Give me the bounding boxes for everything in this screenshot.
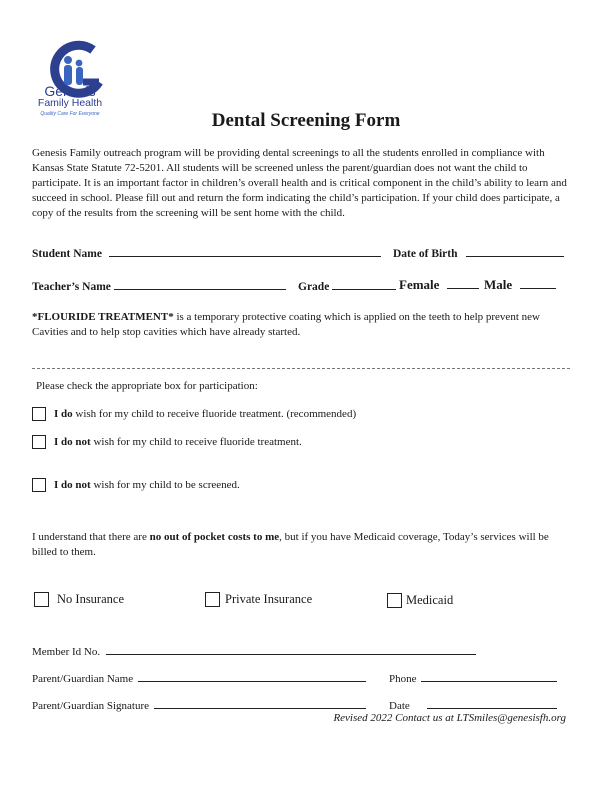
- guardian-signature-row: [32, 697, 366, 712]
- date-row: [389, 697, 557, 712]
- option-yes-text: wish for my child to receive fluoride treatment. (recommended): [72, 408, 357, 420]
- teacher-name-label: Teacher’s Name: [32, 281, 111, 293]
- fluoride-yes-checkbox[interactable]: [32, 407, 46, 421]
- logo-subtitle: Family Health: [37, 97, 103, 109]
- medicaid-label: Medicaid: [406, 593, 454, 607]
- dob-label: Date of Birth: [393, 248, 458, 260]
- fluoride-no-checkbox[interactable]: [32, 435, 46, 449]
- fluoride-text: is a temporary protective coating which is applied on the teeth to help prevent new Cavities and to help stop cavities which have already started.: [32, 311, 540, 338]
- option-fluoride-yes: [32, 407, 356, 421]
- section-divider: [32, 368, 570, 369]
- female-field[interactable]: [447, 277, 479, 289]
- medicaid-checkbox[interactable]: [387, 593, 402, 608]
- option-screen-text: wish for my child to be screened.: [90, 479, 240, 491]
- option-fluoride-no: [32, 435, 302, 449]
- private-insurance-label: Private Insurance: [225, 592, 313, 606]
- phone-row: [389, 670, 557, 685]
- guardian-name-field[interactable]: [138, 670, 366, 682]
- grade-row: [298, 278, 396, 293]
- cost-notice-before: I understand that there are: [32, 531, 150, 543]
- female-row: [399, 277, 479, 293]
- male-label: Male: [484, 277, 513, 292]
- grade-field[interactable]: [332, 278, 396, 290]
- student-name-row: [32, 245, 381, 260]
- option-no-bold: I do not: [54, 436, 91, 448]
- option-yes-bold: I do: [54, 408, 73, 420]
- male-row: [484, 277, 556, 293]
- fluoride-heading: *FLOURIDE TREATMENT*: [32, 311, 174, 323]
- member-id-label: Member Id No.: [32, 646, 101, 658]
- teacher-name-row: [32, 278, 286, 293]
- cost-notice-after: , but if you have Medicaid coverage, Today’s services will be billed to them.: [32, 531, 549, 558]
- fluoride-paragraph: [32, 310, 572, 340]
- member-id-row: [32, 643, 476, 658]
- private-insurance-checkbox[interactable]: [205, 592, 220, 607]
- logo-tagline: Quality Care For Everyone: [40, 111, 100, 117]
- participation-prompt: Please check the appropriate box for participation:: [36, 380, 258, 392]
- option-screening-no: [32, 478, 240, 492]
- phone-label: Phone: [389, 673, 417, 685]
- screening-no-checkbox[interactable]: [32, 478, 46, 492]
- guardian-signature-field[interactable]: [154, 697, 366, 709]
- insurance-option-medicaid: [387, 593, 453, 608]
- logo-name: Genesis: [44, 83, 96, 99]
- option-no-text: wish for my child to receive fluoride treatment.: [90, 436, 302, 448]
- guardian-signature-label: Parent/Guardian Signature: [32, 700, 149, 712]
- grade-label: Grade: [298, 281, 330, 293]
- student-name-field[interactable]: [109, 245, 381, 257]
- dob-field[interactable]: [466, 245, 564, 257]
- cost-notice: [32, 530, 572, 560]
- member-id-field[interactable]: [106, 643, 476, 655]
- date-label: Date: [389, 700, 410, 712]
- no-insurance-label: No Insurance: [57, 592, 124, 606]
- student-name-label: Student Name: [32, 248, 102, 260]
- insurance-option-private: [205, 592, 312, 607]
- insurance-option-none: [34, 592, 124, 607]
- female-label: Female: [399, 277, 440, 292]
- cost-notice-bold: no out of pocket costs to me: [149, 531, 280, 543]
- dob-row: [393, 245, 564, 260]
- guardian-name-label: Parent/Guardian Name: [32, 673, 134, 685]
- intro-paragraph: Genesis Family outreach program will be providing dental screenings to all the students enrolled in compliance with Kansas State Statute 72-5201. All students will be screened unless the parent/guardian does not want the child to participate. It is an important factor in children’s overall health and is critical component in the child’s ability to learn and succeed in school. Please fill out and return the form indicating the child’s participation. If your child does participate, a copy of the results from the screening will be sent home with the child.: [32, 147, 567, 219]
- male-field[interactable]: [520, 277, 556, 289]
- no-insurance-checkbox[interactable]: [34, 592, 49, 607]
- date-field[interactable]: [427, 697, 557, 709]
- footer-revision: Revised 2022 Contact us at LTSmiles@genesisfh.org: [333, 712, 566, 724]
- page-title: Dental Screening Form: [211, 110, 401, 131]
- phone-field[interactable]: [421, 670, 557, 682]
- teacher-name-field[interactable]: [114, 278, 286, 290]
- option-screen-bold: I do not: [54, 479, 91, 491]
- guardian-name-row: [32, 670, 366, 685]
